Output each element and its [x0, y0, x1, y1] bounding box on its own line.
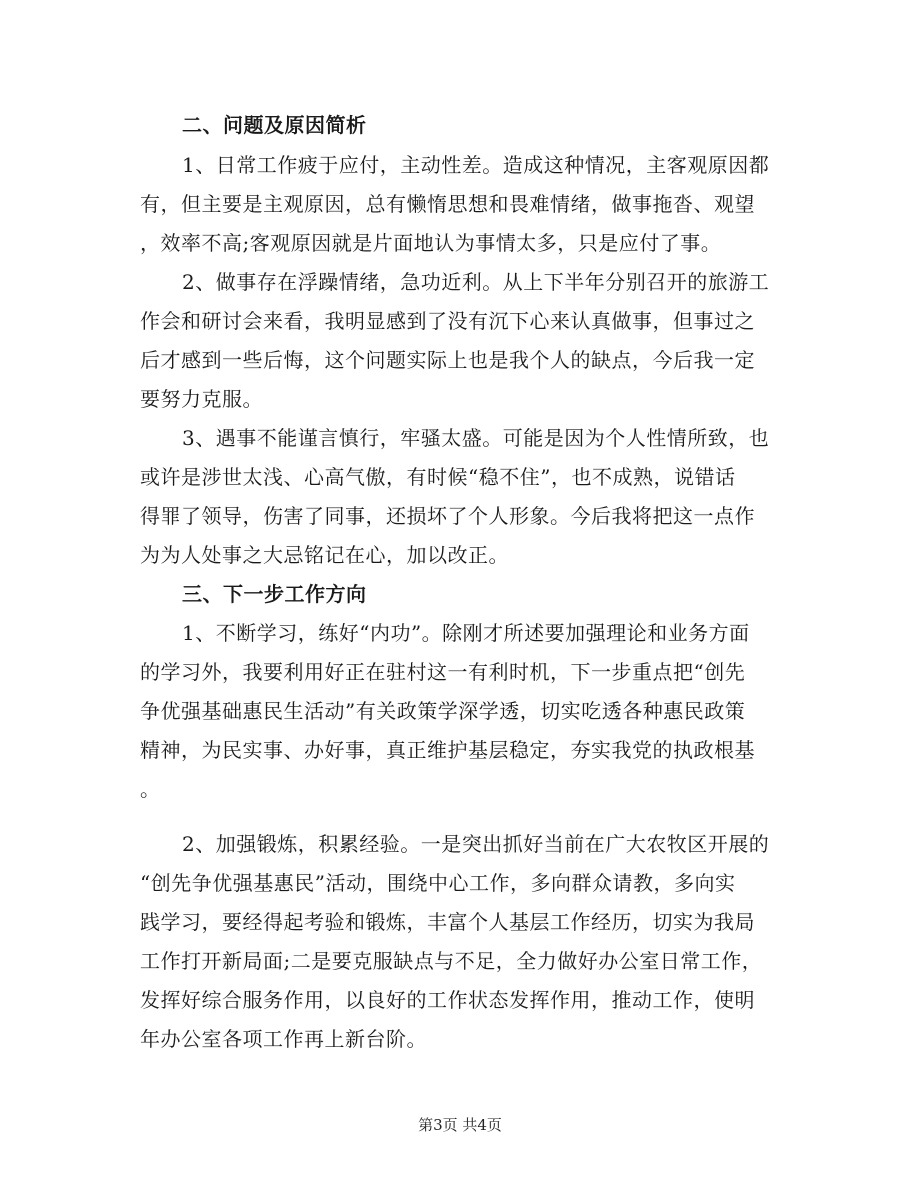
paragraph-line: 年办公室各项工作再上新台阶。 — [140, 1027, 427, 1051]
paragraph-line: 或许是涉世太浅、心高气傲，有时候“稳不住”，也不成熟，说错话 — [140, 465, 736, 489]
paragraph-line: 发挥好综合服务作用，以良好的工作状态发挥作用，推动工作，使明 — [140, 988, 755, 1012]
page-number-footer: 第3页 共4页 — [418, 1116, 502, 1134]
paragraph-line: 后才感到一些后悔，这个问题实际上也是我个人的缺点，今后我一定 — [140, 348, 755, 372]
paragraph-line: 。 — [140, 777, 161, 801]
paragraph-line: 2、做事存在浮躁情绪，急功近利。从上下半年分别召开的旅游工 — [182, 270, 770, 294]
paragraph-line: 1、日常工作疲于应付，主动性差。造成这种情况，主客观原因都 — [182, 153, 770, 177]
paragraph-line: 作会和研讨会来看，我明显感到了没有沉下心来认真做事，但事过之 — [140, 309, 755, 333]
paragraph-line: 为为人处事之大忌铭记在心，加以改正。 — [140, 543, 509, 567]
section-heading-next-steps: 三、下一步工作方向 — [182, 582, 367, 606]
section-heading-problems: 二、问题及原因简析 — [182, 113, 367, 137]
paragraph-line: 争优强基础惠民生活动”有关政策学深学透，切实吃透各种惠民政策 — [140, 699, 746, 723]
paragraph-line: ，效率不高;客观原因就是片面地认为事情太多，只是应付了事。 — [140, 231, 722, 255]
paragraph-line: 得罪了领导，伤害了同事，还损坏了个人形象。今后我将把这一点作 — [140, 504, 755, 528]
paragraph-line: 的学习外，我要利用好正在驻村这一有利时机，下一步重点把“创先 — [140, 660, 746, 684]
paragraph-line: 要努力克服。 — [140, 387, 263, 411]
paragraph-line: 2、加强锻炼，积累经验。一是突出抓好当前在广大农牧区开展的 — [182, 832, 770, 856]
paragraph-line: 1、不断学习，练好“内功”。除刚才所述要加强理论和业务方面 — [182, 621, 750, 645]
paragraph-line: 有，但主要是主观原因，总有懒惰思想和畏难情绪，做事拖沓、观望 — [140, 192, 755, 216]
paragraph-line: 3、遇事不能谨言慎行，牢骚太盛。可能是因为个人性情所致，也 — [182, 426, 770, 450]
paragraph-line: 工作打开新局面;二是要克服缺点与不足，全力做好办公室日常工作， — [140, 949, 763, 973]
paragraph-line: 精神，为民实事、办好事，真正维护基层稳定，夯实我党的执政根基 — [140, 738, 755, 762]
paragraph-line: “创先争优强基惠民”活动，围绕中心工作，多向群众请教，多向实 — [140, 871, 736, 895]
paragraph-line: 践学习，要经得起考验和锻炼，丰富个人基层工作经历，切实为我局 — [140, 910, 755, 934]
